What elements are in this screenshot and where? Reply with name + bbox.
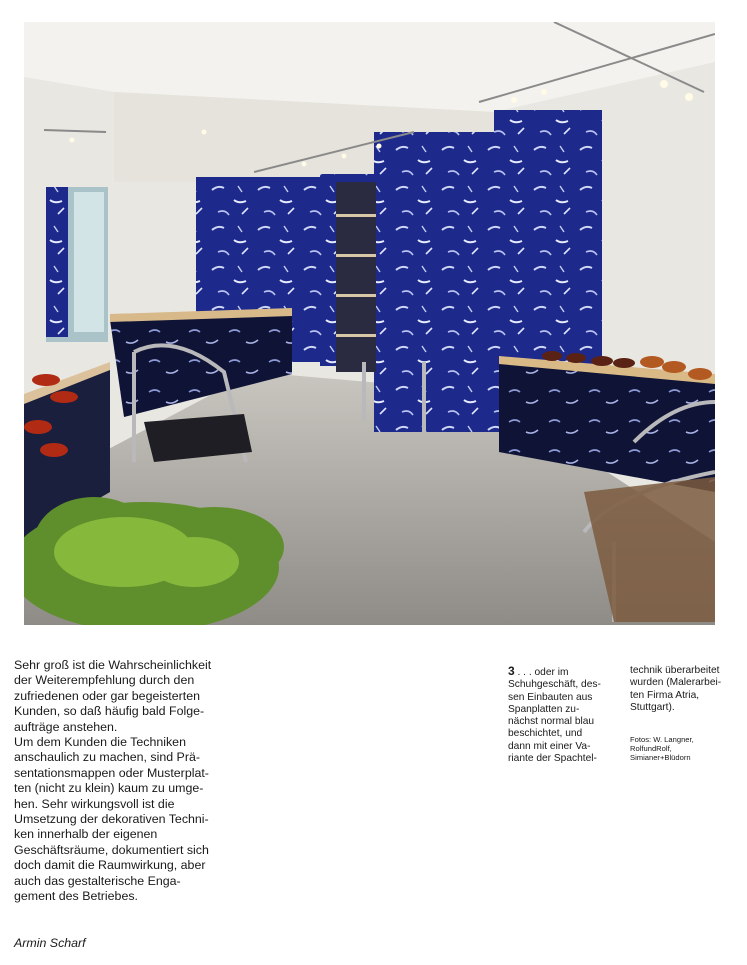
caption-column-1 [508,665,608,765]
photo-credit: Fotos: W. Langner, RolfundRolf, Simianer+Blüdorn [630,735,694,762]
article-author: Armin Scharf [14,936,86,950]
shoe-store-photo [24,22,715,625]
caption-column-2: technik überarbeitet wurden (Malerarbei- ten Firma Atria, Stuttgart). [630,665,722,713]
caption-text-1: . . . oder im Schuhgeschäft, des- sen Einbauten aus Spanplatten zu- nächst normal blau beschichtet, und dann mit einer Va- riante der Spachtel- [508,667,601,765]
caption-number: 3 [508,664,515,678]
article-body-text: Sehr groß ist die Wahrscheinlichkeit der Weiterempfehlung durch den zufriedenen oder gar begeisterten Kunden, so daß häufig bald Folge- aufträge anstehen. Um dem Kunden die Techniken anschaulich zu machen, sind Prä- sentationsmappen oder Musterplat- ten (nicht zu klein) kaum zu umge- hen. Sehr wirkungsvoll ist die Umsetzung der dekorativen Techni- ken innerhalb der eigenen Geschäftsräume, dokumentiert sich doch damit die Raumwirkung, aber auch das gestalterische Enga- gement des Betriebes. [14,658,212,904]
